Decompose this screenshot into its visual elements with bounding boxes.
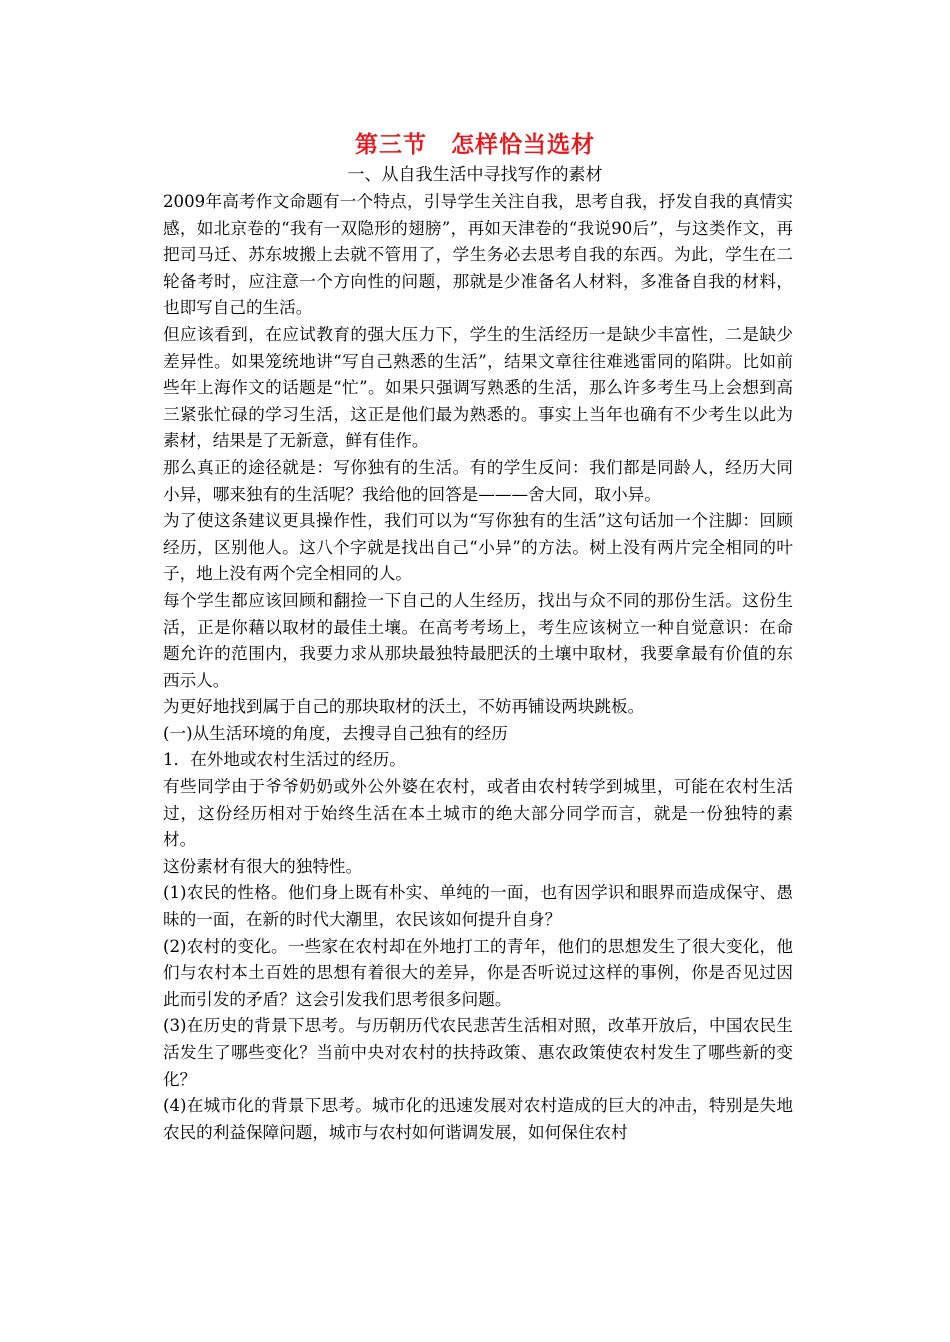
paragraph: (2)农村的变化。一些家在农村却在外地打工的青年，他们的思想发生了很大变化，他们与农村本土百姓的思想有着很大的差异，你是否听说过这样的事例，你是否见过因此而引发的矛盾？这会引发我们思考很多问题。: [163, 936, 793, 1009]
document-title: 第三节 怎样恰当选材: [355, 131, 595, 158]
paragraph: (1)农民的性格。他们身上既有朴实、单纯的一面，也有因学识和眼界而造成保守、愚昧的一面，在新的时代大潮里，农民该如何提升自身？: [163, 883, 793, 930]
paragraph: (一)从生活环境的角度，去搜寻自己独有的经历: [163, 723, 508, 743]
paragraph: 为了使这条建议更具操作性，我们可以为“写你独有的生活”这句话加一个注脚：回顾经历，区别他人。这八个字就是找出自己“小异”的方法。树上没有两片完全相同的叶子，地上没有两个完全相同的人。: [163, 511, 793, 584]
section-heading: 一、从自我生活中寻找写作的素材: [347, 165, 603, 185]
document-body: [163, 189, 793, 1146]
paragraph: 有些同学由于爷爷奶奶或外公外婆在农村，或者由农村转学到城里，可能在农村生活过，这份经历相对于始终生活在本土城市的绝大部分同学而言，就是一份独特的素材。: [163, 777, 793, 850]
paragraph: 这份素材有很大的独特性。: [163, 856, 363, 876]
paragraph: 但应该看到，在应试教育的强大压力下，学生的生活经历一是缺少丰富性，二是缺少差异性。如果笼统地讲“写自己熟悉的生活”，结果文章往往难逃雷同的陷阱。比如前些年上海作文的话题是“忙”。如果只强调写熟悉的生活，那么许多考生马上会想到高三紧张忙碌的学习生活，这正是他们最为熟悉的。事实上当年也确有不少考生以此为素材，结果是了无新意，鲜有佳作。: [163, 324, 793, 451]
paragraph: 每个学生都应该回顾和翻捡一下自己的人生经历，找出与众不同的那份生活。这份生活，正是你藉以取材的最佳土壤。在高考考场上，考生应该树立一种自觉意识：在命题允许的范围内，我要力求从那块最独特最肥沃的土壤中取材，我要拿最有价值的东西示人。: [163, 590, 793, 690]
paragraph: 为更好地找到属于自己的那块取材的沃土，不妨再铺设两块跳板。: [163, 697, 645, 717]
paragraph: 1．在外地或农村生活过的经历。: [163, 750, 406, 770]
paragraph: (4)在城市化的背景下思考。城市化的迅速发展对农村造成的巨大的冲击，特别是失地农民的利益保障问题，城市与农村如何谐调发展，如何保住农村: [163, 1096, 793, 1142]
paragraph: 2009年高考作文命题有一个特点，引导学生关注自我，思考自我，抒发自我的真情实感，如北京卷的“我有一双隐形的翅膀”，再如天津卷的“我说90后”，与这类作文，再把司马迁、苏东坡搬上去就不管用了，学生务必去思考自我的东西。为此，学生在二轮备考时，应注意一个方向性的问题，那就是少准备名人材料，多准备自我的材料，也即写自己的生活。: [163, 192, 793, 318]
paragraph: (3)在历史的背景下思考。与历朝历代农民悲苦生活相对照，改革开放后，中国农民生活发生了哪些变化？当前中央对农村的扶持政策、惠农政策使农村发生了哪些新的变化？: [163, 1016, 793, 1089]
paragraph: 那么真正的途径就是：写你独有的生活。有的学生反问：我们都是同龄人，经历大同小异，哪来独有的生活呢？我给他的回答是———舍大同，取小异。: [163, 457, 793, 504]
